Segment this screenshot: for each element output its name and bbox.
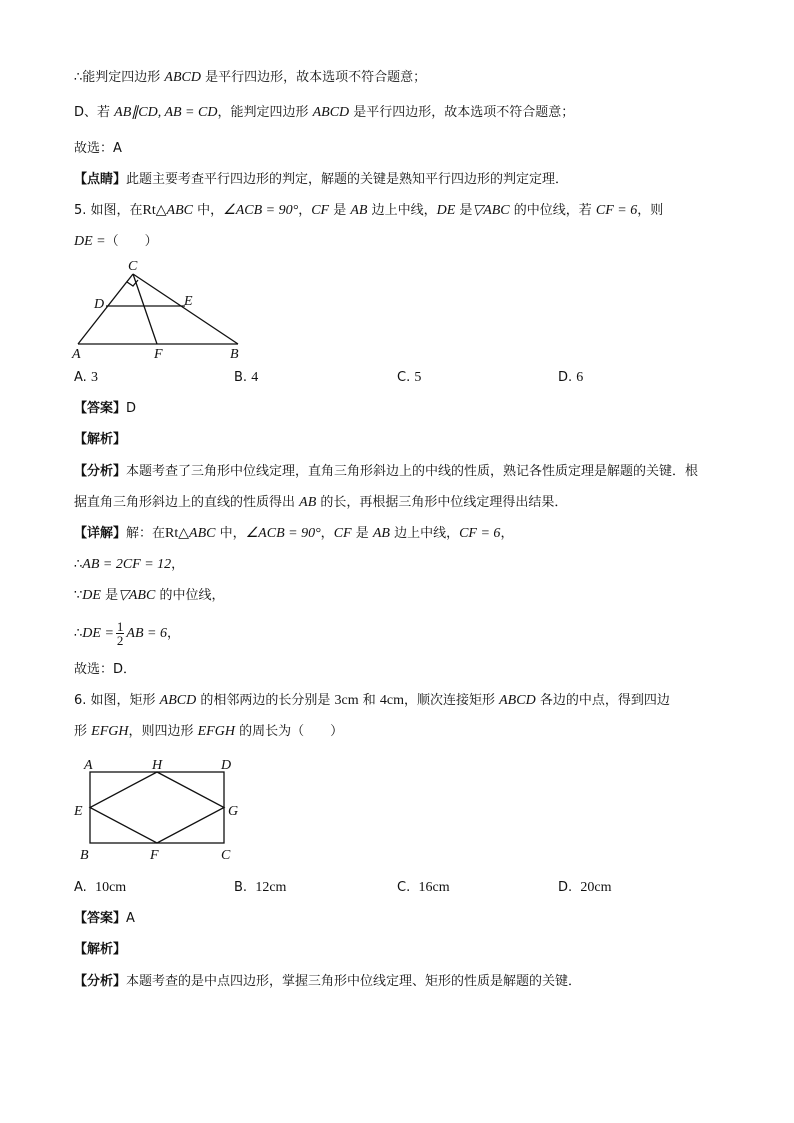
q6-stem-line-1 [74,691,670,711]
answer-tag: 【答案】 [74,911,127,926]
math-triangle: ▽ABC [472,203,510,218]
q5-choice: 故选：D． [74,662,137,677]
answer-blank: （ ） [105,234,158,249]
q5-fenxi-line-2 [74,493,567,513]
label-e: E [184,294,193,309]
option-value: 12cm [255,880,287,895]
math-de: DE = [74,234,106,249]
label-d: D [94,297,105,312]
label-h: H [152,758,163,773]
option-value: 10cm [95,880,127,895]
q5-analysis-tag: 【解析】 [74,432,127,447]
math-ab: AB [299,495,317,510]
q5-stem-line-2 [74,232,158,252]
fenxi-tag: 【分析】 [74,464,127,479]
fraction-one-half [116,620,125,647]
text: 和 [358,693,380,708]
q5-fenxi-line-1 [74,462,698,482]
comment-tag: 【点睛】 [74,172,127,187]
text: ， [171,557,185,572]
q6-stem-line-2 [74,722,343,742]
text: 各边的中点，得到四边 [535,693,670,708]
text: 是 [351,526,373,541]
text: ∴能判定四边形 [74,70,165,85]
text: ， [500,526,514,541]
text: 是平行四边形，故本选项不符合题意； [349,105,575,120]
prev-line-2 [74,103,574,123]
text: 是 [455,203,473,218]
label-b: B [230,347,239,362]
option-letter: B. [234,370,248,385]
math-ab: AB [372,526,390,541]
text: 边上中线， [367,203,437,218]
math-de: DE [82,588,101,603]
option-value: 5 [414,370,422,385]
option-letter: A. [74,370,87,385]
option-letter: A. [74,880,87,895]
q6-fenxi [74,972,581,992]
option-letter: C. [397,880,411,895]
side-ac [78,274,133,344]
quadrilateral-efgh [90,772,224,843]
fenxi-text: 本题考查了三角形中位线定理，直角三角形斜边上的中线的性质，熟记各性质定理是解题的关键．根 [126,464,699,479]
text: 是 [329,203,351,218]
text: ， [320,526,334,541]
option-value: 4 [251,370,259,385]
math-abcd: ABCD [312,105,350,120]
therefore-symbol: ∴ [74,626,83,641]
math-de: DE = [82,626,114,641]
length-value: 3cm [334,693,359,708]
fenxi-text: 本题考查的是中点四边形，掌握三角形中位线定理、矩形的性质是解题的关键． [126,974,582,989]
q6-option-a [74,878,126,898]
math-expression: AB = 6 [126,626,167,641]
math-cf: CF [311,203,330,218]
side-cb [133,274,238,344]
q6-rectangle-figure [68,752,248,864]
math-angle: ∠ACB = 90° [245,526,321,541]
text: 是平行四边形，故本选项不符合题意； [200,70,427,85]
q6-option-b [234,878,286,898]
fenxi-tag: 【分析】 [74,974,127,989]
q5-detail [74,524,513,544]
option-letter: C. [397,370,411,385]
text: 据直角三角形斜边上的直线的性质得出 [74,495,300,510]
math-abc: ABC [166,203,193,218]
text: 的相邻两边的长分别是 [196,693,335,708]
median-cf [133,274,157,344]
text: 解：在 [126,526,166,541]
text: D、若 [74,105,115,120]
text: 的周长为（ ） [234,724,344,739]
math-abcd: ABCD [499,693,536,708]
math-efgh: EFGH [197,724,235,739]
label-c: C [221,848,231,863]
text: ，则 [637,203,664,218]
q5-step-1 [74,555,184,575]
text: 中， [215,526,246,541]
math-expression: AB = 2CF = 12 [82,557,172,572]
q6-analysis-tag: 【解析】 [74,942,127,957]
fraction-numerator: 1 [116,619,124,634]
label-g: G [228,804,239,819]
prev-choice: 故选：A [74,141,122,156]
label-f: F [150,848,159,863]
text: 6. 如图，矩形 [74,693,160,708]
text: ，则四边形 [128,724,198,739]
answer-tag: 【答案】 [74,401,127,416]
math-efgh: EFGH [91,724,129,739]
math-cf-value: CF = 6 [595,203,638,218]
label-e: E [74,804,83,819]
q5-option-a [74,368,98,388]
text: 边上中线， [389,526,460,541]
text: 的长，再根据三角形中位线定理得出结果． [316,495,568,510]
text: ，顺次连接矩形 [403,693,500,708]
option-value: 3 [90,370,98,385]
text: 的中位线，若 [509,203,596,218]
prev-comment [74,170,568,190]
text: 形 [74,724,92,739]
answer-value: A [126,911,135,926]
q5-answer [74,399,136,419]
q5-step-2 [74,586,224,606]
label-f: F [154,347,163,362]
option-value: 20cm [580,880,612,895]
q6-option-d [558,878,612,898]
fraction-denominator: 2 [116,633,124,648]
q5-option-c [397,368,421,388]
because-symbol: ∵ [74,588,83,603]
length-value: 4cm [379,693,404,708]
rectangle-shape [90,772,224,843]
math-rt: Rt△ [165,526,190,541]
q5-option-b [234,368,258,388]
label-b: B [80,848,89,863]
q5-triangle-figure [60,256,260,366]
q6-answer [74,909,135,929]
label-a: A [84,758,93,773]
text: 的中位线， [155,588,225,603]
prev-line-1 [74,68,426,88]
q5-option-d [558,368,583,388]
option-letter: D. [558,880,573,895]
math-condition: AB∥CD, AB = CD [114,105,218,120]
detail-tag: 【详解】 [74,526,127,541]
q6-option-c [397,878,450,898]
text: 中， [193,203,224,218]
math-triangle: ▽ABC [118,588,156,603]
math-ab: AB [350,203,368,218]
text: 5. 如图，在 [74,203,143,218]
text: ， [166,626,180,641]
option-letter: B. [234,880,248,895]
q5-stem-line-1 [74,201,663,221]
text: 是 [100,588,119,603]
comment-text: 此题主要考查平行四边形的判定，解题的关键是熟知平行四边形的判定定理． [126,172,569,187]
option-letter: D. [558,370,573,385]
q5-step-3 [74,620,180,648]
label-a: A [72,347,81,362]
math-cf: CF [333,526,352,541]
rectangle-abcd [90,772,224,843]
math-abcd: ABCD [159,693,197,708]
answer-value: D [126,401,137,416]
option-value: 6 [576,370,584,385]
text: ， [298,203,312,218]
math-angle: ∠ACB = 90° [223,203,299,218]
math-rt: Rt△ [142,203,167,218]
math-de: DE [436,203,456,218]
text: ，能判定四边形 [217,105,313,120]
option-value: 16cm [418,880,450,895]
math-abcd: ABCD [164,70,201,85]
label-c: C [128,259,138,274]
therefore-symbol: ∴ [74,557,83,572]
math-abc: ABC [189,526,216,541]
math-cf-value: CF = 6 [459,526,501,541]
label-d: D [221,758,232,773]
